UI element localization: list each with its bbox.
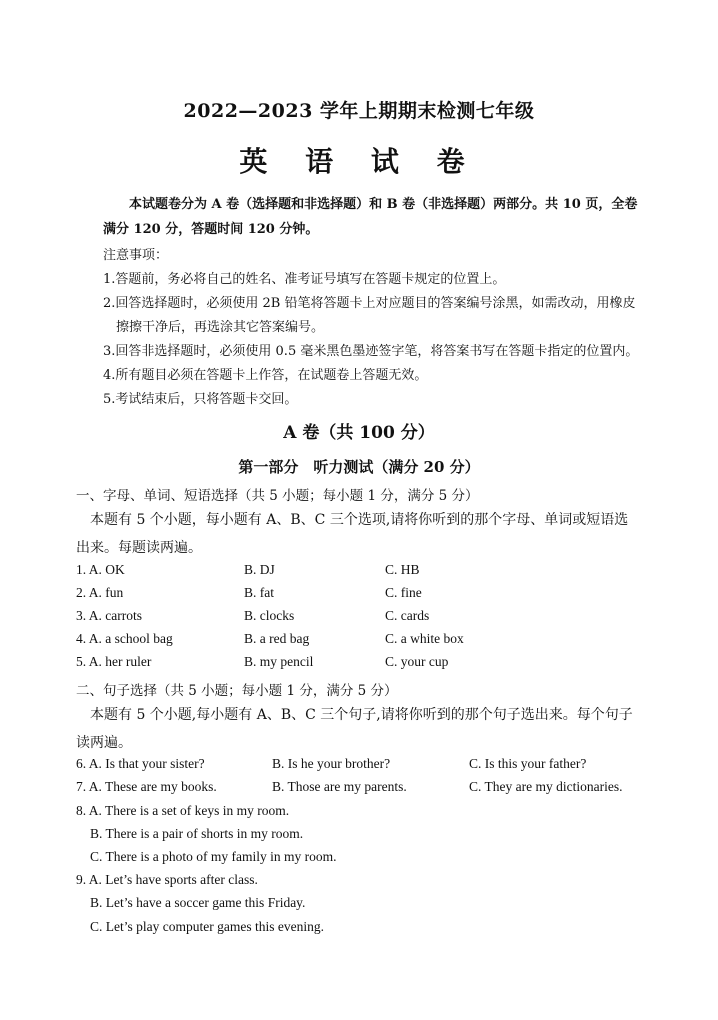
q9-option-a: 9. A. Let’s have sports after class. [76, 872, 258, 887]
section-a-title: A 卷（共 100 分） [283, 423, 435, 443]
q1-heading: 一、字母、单词、短语选择（共 5 小题；每小题 1 分，满分 5 分） [76, 488, 479, 504]
q7-option-b: B. Those are my parents. [272, 779, 407, 794]
subject-title: 英 语 试 卷 [239, 145, 479, 178]
q7-option-a: 7. A. These are my books. [76, 779, 217, 794]
q2-heading: 二、句子选择（共 5 小题；每小题 1 分，满分 5 分） [76, 683, 398, 699]
q2-instructions: 本题有 5 个小题,每小题有 A、B、C 三个句子,请将你听到的那个句子选出来。每个句子读两遍。 [76, 707, 633, 751]
q4-option-c: C. a white box [385, 631, 464, 646]
note-item: 擦擦干净后，再选涂其它答案编号。 [116, 320, 325, 335]
exam-title: 2022—2023 学年上期期末检测七年级 [183, 100, 535, 122]
q1-option-c: C. HB [385, 562, 420, 577]
q3-option-c: C. cards [385, 608, 430, 623]
q4-option-a: 4. A. a school bag [76, 631, 173, 646]
intro-paragraph: 本试题卷分为 A 卷（选择题和非选择题）和 B 卷（非选择题）两部分。共 10 页，全卷满分 120 分，答题时间 120 分钟。 [103, 197, 638, 237]
q5-option-b: B. my pencil [244, 654, 314, 669]
q3-option-b: B. clocks [244, 608, 295, 623]
q6-option-c: C. Is this your father? [469, 756, 587, 771]
note-item: 5.考试结束后，只将答题卡交回。 [103, 392, 298, 407]
q8-option-a: 8. A. There is a set of keys in my room. [76, 803, 290, 818]
q8-option-b: B. There is a pair of shorts in my room. [90, 826, 304, 841]
note-item: 1.答题前，务必将自己的姓名、准考证号填写在答题卡规定的位置上。 [103, 272, 506, 287]
q3-option-a: 3. A. carrots [76, 608, 142, 623]
q5-option-a: 5. A. her ruler [76, 654, 152, 669]
q5-option-c: C. your cup [385, 654, 449, 669]
q2-option-b: B. fat [244, 585, 274, 600]
q2-option-c: C. fine [385, 585, 422, 600]
q6-option-a: 6. A. Is that your sister? [76, 756, 205, 771]
q9-option-c: C. Let’s play computer games this evening. [90, 919, 324, 934]
q1-option-b: B. DJ [244, 562, 275, 577]
q4-option-b: B. a red bag [244, 631, 310, 646]
q9-option-b: B. Let’s have a soccer game this Friday. [90, 895, 306, 910]
part-one-title: 第一部分 听力测试（满分 20 分） [238, 458, 480, 476]
q1-option-a: 1. A. OK [76, 562, 125, 577]
q2-option-a: 2. A. fun [76, 585, 124, 600]
q6-option-b: B. Is he your brother? [272, 756, 391, 771]
q8-option-c: C. There is a photo of my family in my room. [90, 849, 337, 864]
note-item: 2.回答选择题时，必须使用 2B 铅笔将答题卡上对应题目的答案编号涂黑，如需改动，用橡皮 [103, 296, 636, 311]
note-item: 4.所有题目必须在答题卡上作答，在试题卷上答题无效。 [103, 368, 428, 383]
notes-heading: 注意事项： [103, 248, 169, 263]
q1-instructions: 本题有 5 个小题，每小题有 A、B、C 三个选项,请将你听到的那个字母、单词或短语选出来。每题读两遍。 [76, 512, 629, 556]
q7-option-c: C. They are my dictionaries. [469, 779, 623, 794]
note-item: 3.回答非选择题时，必须使用 0.5 毫米黑色墨迹签字笔，将答案书写在答题卡指定的位置内。 [103, 344, 639, 359]
